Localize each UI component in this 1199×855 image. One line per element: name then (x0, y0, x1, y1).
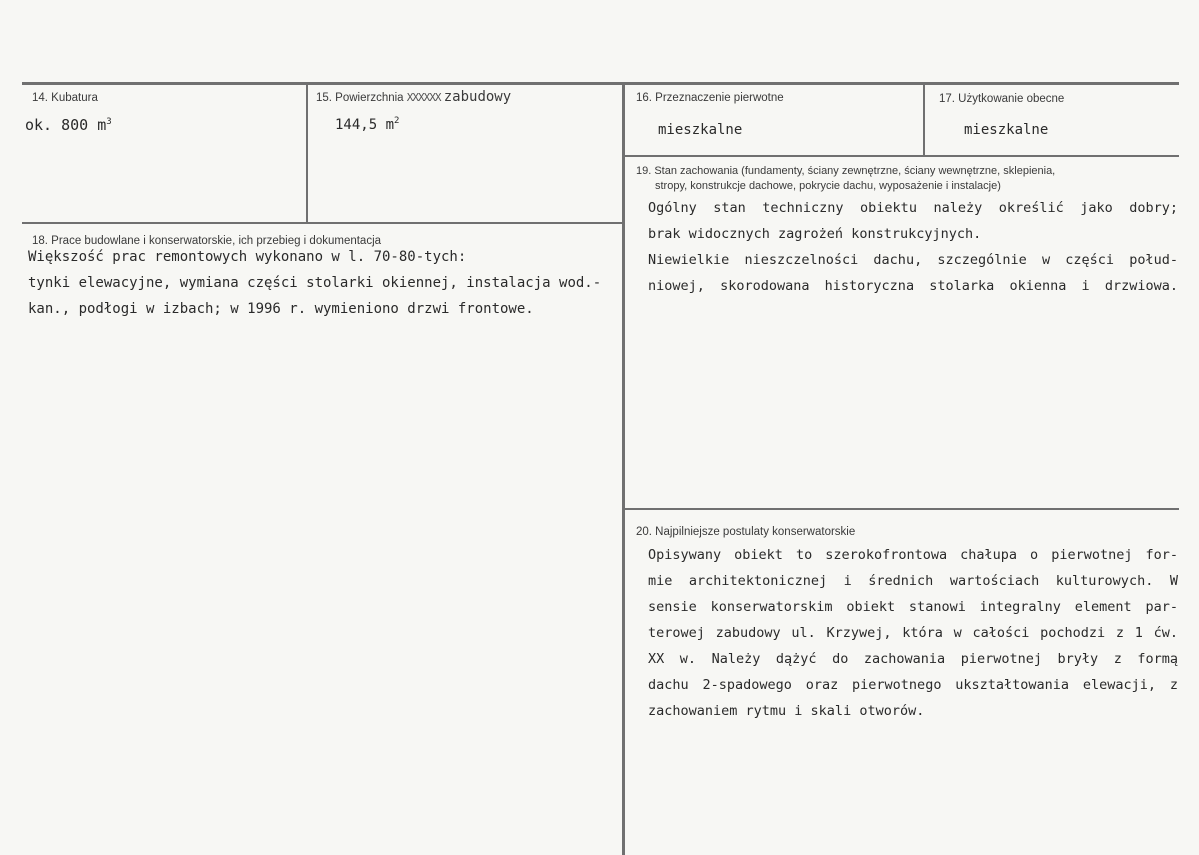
field-20-line: Opisywany obiekt to szerokofrontowa chałupa o pierwotnej for- (648, 547, 1178, 563)
field-14-value-text: ok. 800 m (25, 116, 107, 134)
rule-below-16-17 (623, 155, 1179, 157)
field-20-line: mie architektonicznej i średnich wartościach kulturowych. W (648, 573, 1178, 589)
rule-below-14-15 (22, 222, 624, 224)
rule-below-19 (623, 508, 1179, 510)
center-divider (622, 84, 625, 855)
field-20-line: dachu 2-spadowego oraz pierwotnego ukształtowania elewacji, z (648, 677, 1178, 693)
field-16-value: mieszkalne (658, 122, 743, 138)
field-15-value-sup: 2 (394, 116, 400, 126)
field-19-text (648, 195, 1178, 299)
field-18-line: Większość prac remontowych wykonano w l. 70-80-tych: (28, 249, 467, 265)
field-18-label: 18. Prace budowlane i konserwatorskie, ich przebieg i dokumentacja (32, 235, 382, 247)
field-20-line: terowej zabudowy ul. Krzywej, która w całości pochodzi z 1 ćw. (648, 625, 1178, 641)
field-20-label: 20. Najpilniejsze postulaty konserwatorskie (636, 526, 856, 538)
field-15-label-suffix: zabudowy (443, 89, 512, 105)
field-17-label: 17. Użytkowanie obecne (939, 93, 1065, 105)
divider-14-15 (306, 84, 308, 224)
field-19-line: Ogólny stan techniczny obiektu należy określić jako dobry; (648, 200, 1178, 216)
field-15-value-text: 144,5 m (335, 117, 395, 133)
field-15-label (316, 90, 511, 105)
field-20-text (648, 542, 1178, 724)
field-20-line: zachowaniem rytmu i skali otworów. (648, 703, 925, 719)
field-14-value-sup: 3 (106, 117, 112, 127)
field-14-label: 14. Kubatura (32, 92, 98, 104)
field-20-line: sensie konserwatorskim obiekt stanowi integralny element par- (648, 599, 1178, 615)
field-18-text (28, 244, 610, 322)
field-15-struck-word: XXXXXX (406, 91, 441, 104)
field-17-value: mieszkalne (964, 122, 1049, 138)
field-19-label-line2: stropy, konstrukcje dachowe, pokrycie dachu, wyposażenie i instalacje) (655, 180, 1001, 192)
field-14-value (25, 112, 112, 138)
field-19-line: Niewielkie nieszczelności dachu, szczególnie w części połud- (648, 252, 1178, 268)
field-19-label-line1: 19. Stan zachowania (fundamenty, ściany zewnętrzne, ściany wewnętrzne, sklepienia, (636, 165, 1056, 177)
field-18-line: kan., podłogi w izbach; w 1996 r. wymieniono drzwi frontowe. (28, 301, 534, 317)
top-rule (22, 82, 1179, 85)
field-18-line: tynki elewacyjne, wymiana części stolarki okiennej, instalacja wod.- (28, 275, 602, 291)
field-15-value (335, 112, 399, 138)
field-20-line: XX w. Należy dążyć do zachowania pierwotnej bryły z formą (648, 651, 1178, 667)
divider-16-17 (923, 84, 925, 156)
field-19-line: brak widocznych zagrożeń konstrukcyjnych. (648, 226, 982, 242)
field-19-line: niowej, skorodowana historyczna stolarka okienna i drzwiowa. (648, 278, 1178, 294)
field-16-label: 16. Przeznaczenie pierwotne (636, 92, 784, 104)
field-15-label-prefix: 15. Powierzchnia (316, 92, 404, 104)
